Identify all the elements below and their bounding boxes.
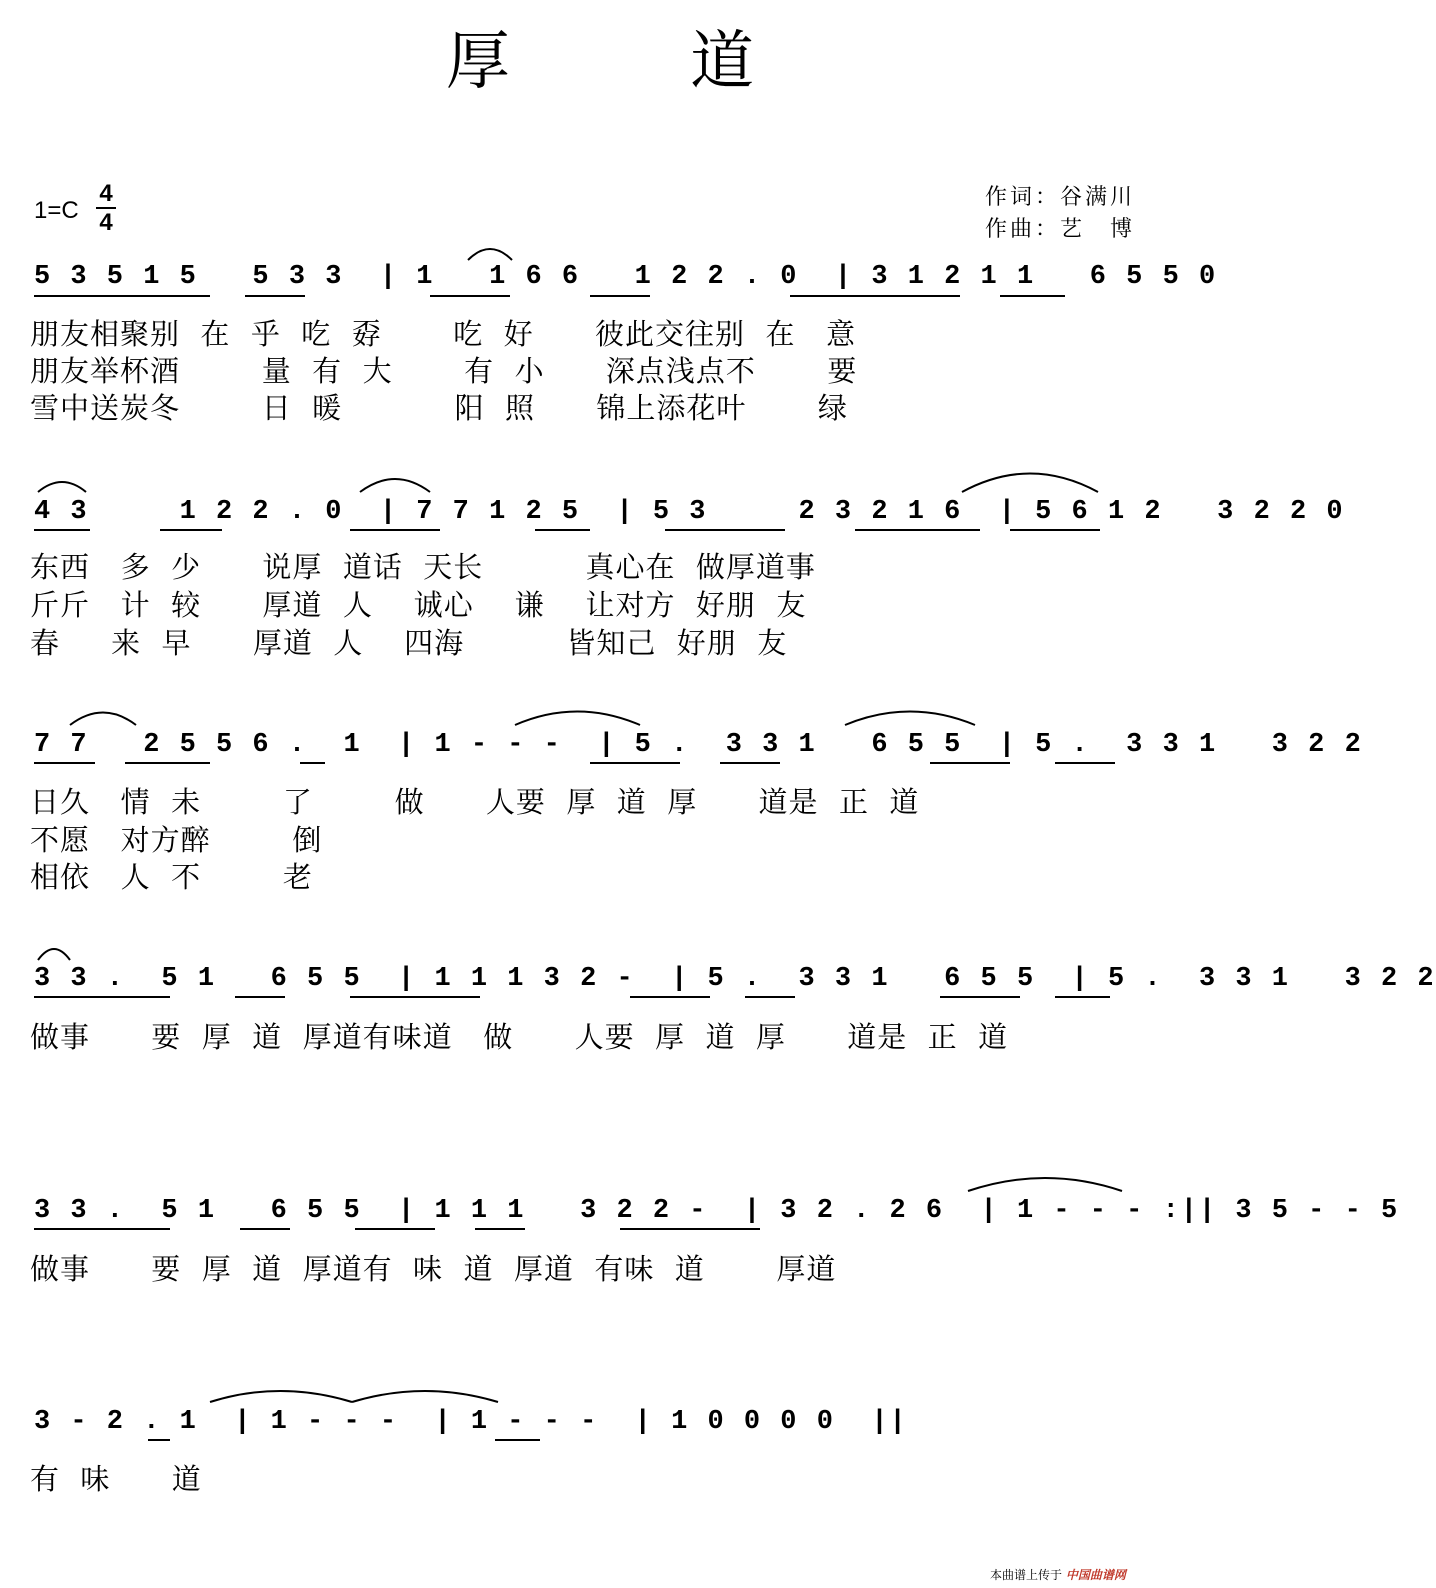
tie-arc <box>352 1391 498 1402</box>
tie-arc <box>360 479 430 492</box>
lyric-line-3-verse-3: 相依 人 不 老 <box>30 860 313 894</box>
footer-credit <box>990 1566 1126 1583</box>
lyric-line-6-verse-1: 有 味 道 <box>30 1462 202 1496</box>
lyric-line-2-verse-2: 斤斤 计 较 厚道 人 诚心 谦 让对方 好朋 友 <box>30 588 807 622</box>
tie-arc <box>845 712 975 726</box>
lyric-line-4-verse-1: 做事 要 厚 道 厚道有味道 做 人要 厚 道 厚 道是 正 道 <box>30 1020 1009 1054</box>
footer-text: 本曲谱上传于 <box>990 1568 1063 1582</box>
lyric-line-1-verse-2: 朋友举杯酒 量 有 大 有 小 深点浅点不 要 <box>30 354 858 388</box>
lyric-line-2-verse-3: 春 来 早 厚道 人 四海 皆知己 好朋 友 <box>30 626 788 660</box>
composer-credit: 作曲：艺 博 <box>985 217 1136 242</box>
time-signature-top: 4 <box>99 180 113 207</box>
lyric-line-1-verse-3: 雪中送炭冬 日 暖 阳 照 锦上添花叶 绿 <box>30 391 848 425</box>
tie-arc <box>468 249 512 260</box>
lyric-line-3-verse-1: 日久 情 未 了 做 人要 厚 道 厚 道是 正 道 <box>30 785 920 819</box>
lyric-line-2-verse-1: 东西 多 少 说厚 道话 天长 真心在 做厚道事 <box>30 550 816 584</box>
notation-line-4: 3 3 . 5 1 6 5 5 | 1 1 1 3 2 - | 5 . 3 3 1 6 5 5 | 5 . 3 3 1 3 2 2 <box>34 964 1436 994</box>
tie-arc <box>70 713 136 726</box>
key-signature: 1=C <box>34 197 79 224</box>
lyric-line-3-verse-2: 不愿 对方醉 倒 <box>30 823 323 857</box>
lyricist-credit: 作词：谷满川 <box>985 185 1136 210</box>
notation-line-3: 7 7 2 5 5 6 . 1 | 1 - - - | 5 . 3 3 1 6 5 5 | 5 . 3 3 1 3 2 2 <box>34 730 1363 760</box>
lyric-line-1-verse-1: 朋友相聚别 在 乎 吃 孬 吃 好 彼此交往别 在 意 <box>30 317 857 351</box>
tie-arc <box>515 712 640 726</box>
notation-line-1: 5 3 5 1 5 5 3 3 | 1 1 6 6 1 2 2 . 0 | 3 1 2 1 1 6 5 5 0 <box>34 262 1218 292</box>
tie-arc <box>38 949 70 960</box>
notation-line-2: 4 3 1 2 2 . 0 | 7 7 1 2 5 | 5 3 2 3 2 1 6 | 5 6 1 2 3 2 2 0 <box>34 497 1345 527</box>
lyric-line-5-verse-1: 做事 要 厚 道 厚道有 味 道 厚道 有味 道 厚道 <box>30 1252 837 1286</box>
notation-line-6: 3 - 2 . 1 | 1 - - - | 1 - - - | 1 0 0 0 0 || <box>34 1407 908 1437</box>
page-title: 厚 道 <box>445 25 835 99</box>
time-signature-bottom: 4 <box>96 207 116 236</box>
tie-arc <box>210 1391 352 1402</box>
tie-arc <box>38 482 86 492</box>
footer-brand[interactable]: 中国曲谱网 <box>1065 1568 1126 1582</box>
tie-arc <box>962 474 1098 493</box>
notation-line-5: 3 3 . 5 1 6 5 5 | 1 1 1 3 2 2 - | 3 2 . 2 6 | 1 - - - :|| 3 5 - - 5 <box>34 1196 1400 1226</box>
tie-arc <box>968 1178 1122 1191</box>
